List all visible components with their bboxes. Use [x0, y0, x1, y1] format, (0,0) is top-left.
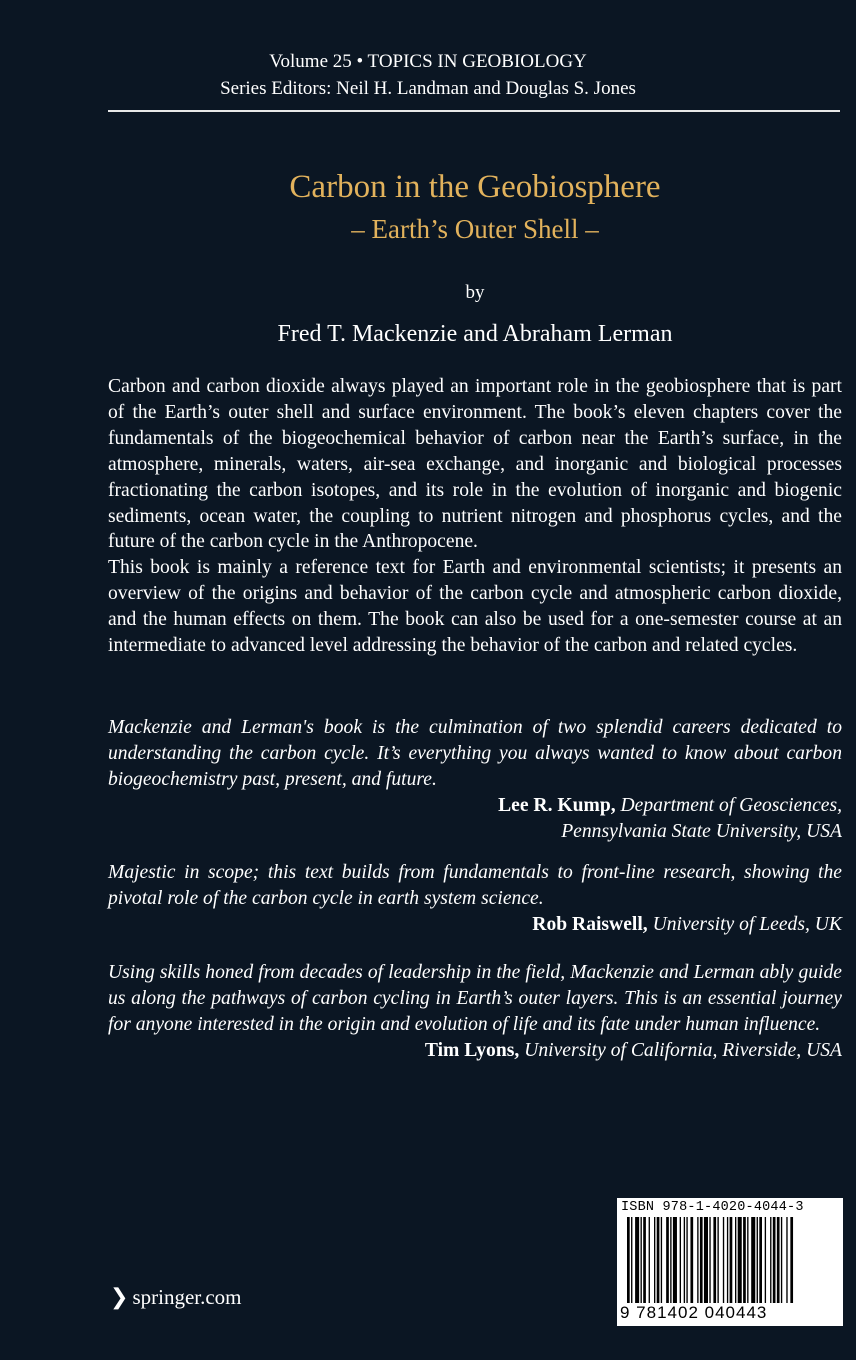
series-volume: Volume 25 • TOPICS IN GEOBIOLOGY — [269, 51, 587, 72]
barcode-bar — [773, 1217, 776, 1303]
barcode-bar — [680, 1217, 681, 1303]
reviewer-affiliation: Department of Geosciences, — [620, 794, 842, 816]
barcode-bar — [704, 1217, 708, 1303]
review-attribution — [108, 793, 842, 845]
review-text: Mackenzie and Lerman's book is the culmination of two splendid careers dedicated to understanding the carbon cycle. It’s everything you always wanted to know about carbon biogeochemistry past, present, and future. — [108, 717, 842, 790]
title-block — [0, 166, 856, 246]
barcode-bar — [627, 1217, 630, 1303]
review-attribution — [108, 1038, 842, 1064]
barcode-bar — [709, 1217, 710, 1303]
barcode-bar — [649, 1217, 650, 1303]
review-text: Using skills honed from decades of leadership in the field, Mackenzie and Lerman ably guide us along the pathways of carbon cycling in Earth’s outer layers. This is an essential journey for anyone interested in the origin and evolution of life and its fate under human influence. — [108, 962, 842, 1035]
review-text: Majestic in scope; this text builds from fundamentals to front-line research, showing the pivotal role of the carbon cycle in earth system science. — [108, 862, 842, 909]
barcode-bar — [738, 1217, 742, 1303]
header-divider — [108, 110, 840, 112]
barcode-bar — [673, 1217, 677, 1303]
barcode-bar — [697, 1217, 698, 1303]
barcode-bar — [747, 1217, 748, 1303]
chevron-right-icon: ❯ — [110, 1284, 129, 1310]
reviewer-name: Rob Raiswell, — [532, 913, 648, 935]
review-quote — [108, 715, 842, 845]
barcode-bar — [686, 1217, 687, 1303]
barcode-bar — [700, 1217, 703, 1303]
barcode-bar — [654, 1217, 655, 1303]
review-quote — [108, 960, 842, 1064]
barcode-bar — [666, 1217, 669, 1303]
barcode-bar — [777, 1217, 780, 1303]
isbn-label: ISBN 978-1-4020-4044-3 — [621, 1200, 804, 1215]
reviewer-affiliation: University of Leeds, UK — [652, 913, 842, 935]
barcode-bar — [684, 1217, 685, 1303]
reviewer-affiliation: Pennsylvania State University, USA — [561, 820, 842, 842]
review-quote — [108, 860, 842, 938]
barcode-bar — [786, 1217, 787, 1303]
barcode-bar — [670, 1217, 671, 1303]
barcode-bar — [751, 1217, 755, 1303]
description-paragraph-2: This book is mainly a reference text for Earth and environmental scientists; it presents an overview of the origins and behavior of the carbon cycle and atmospheric carbon dioxide, and the human effects on them. The book can also be used for a one-semester course at an intermediate to advanced level addressing the behavior of the carbon and related cycles. — [108, 557, 842, 657]
barcode-bar — [735, 1217, 736, 1303]
barcode-bar — [770, 1217, 771, 1303]
barcode-bar — [690, 1217, 693, 1303]
isbn-barcode — [617, 1198, 843, 1326]
barcode-bar — [765, 1217, 766, 1303]
barcode-bar — [635, 1217, 639, 1303]
barcode-digits: 9 781402 040443 — [620, 1303, 768, 1322]
review-attribution — [108, 912, 842, 938]
barcode-bar — [657, 1217, 660, 1303]
barcode-bars — [617, 1217, 843, 1303]
barcode-bar — [661, 1217, 662, 1303]
barcode-bar — [743, 1217, 746, 1303]
barcode-bar — [643, 1217, 646, 1303]
book-title: Carbon in the Geobiosphere — [289, 169, 661, 205]
barcode-bar — [781, 1217, 782, 1303]
reviewer-name: Lee R. Kump, — [498, 794, 616, 816]
barcode-bar — [717, 1217, 718, 1303]
barcode-bar — [723, 1217, 724, 1303]
barcode-bar — [631, 1217, 632, 1303]
barcode-bar — [713, 1217, 716, 1303]
by-label: by — [465, 282, 485, 303]
barcode-bar — [641, 1217, 642, 1303]
book-authors: Fred T. Mackenzie and Abraham Lerman — [277, 321, 673, 347]
publisher-url: springer.com — [132, 1285, 242, 1309]
reviewer-name: Tim Lyons, — [424, 1039, 520, 1061]
barcode-bar — [730, 1217, 733, 1303]
series-info — [0, 48, 856, 102]
reviewer-affiliation: University of California, Riverside, USA — [524, 1039, 842, 1061]
book-subtitle: – Earth’s Outer Shell – — [351, 214, 599, 244]
series-editors: Series Editors: Neil H. Landman and Douglas S. Jones — [220, 78, 636, 99]
barcode-bar — [790, 1217, 793, 1303]
barcode-bar — [727, 1217, 728, 1303]
barcode-bar — [757, 1217, 758, 1303]
book-description — [108, 374, 842, 659]
barcode-bar — [759, 1217, 762, 1303]
publisher-link[interactable] — [110, 1285, 242, 1310]
description-paragraph-1: Carbon and carbon dioxide always played an important role in the geobiosphere that is part of the Earth’s outer shell and surface environment. The book’s eleven chapters cover the fundamentals of the biogeochemical behavior of carbon near the Earth’s surface, in the atmosphere, minerals, waters, air-sea exchange, and inorganic and biological processes fractionating the carbon isotopes, and its role in the evolution of inorganic and biogenic sediments, ocean water, the coupling to nutrient nitrogen and phosphorus cycles, and the future of the carbon cycle in the Anthropocene. — [108, 376, 842, 553]
